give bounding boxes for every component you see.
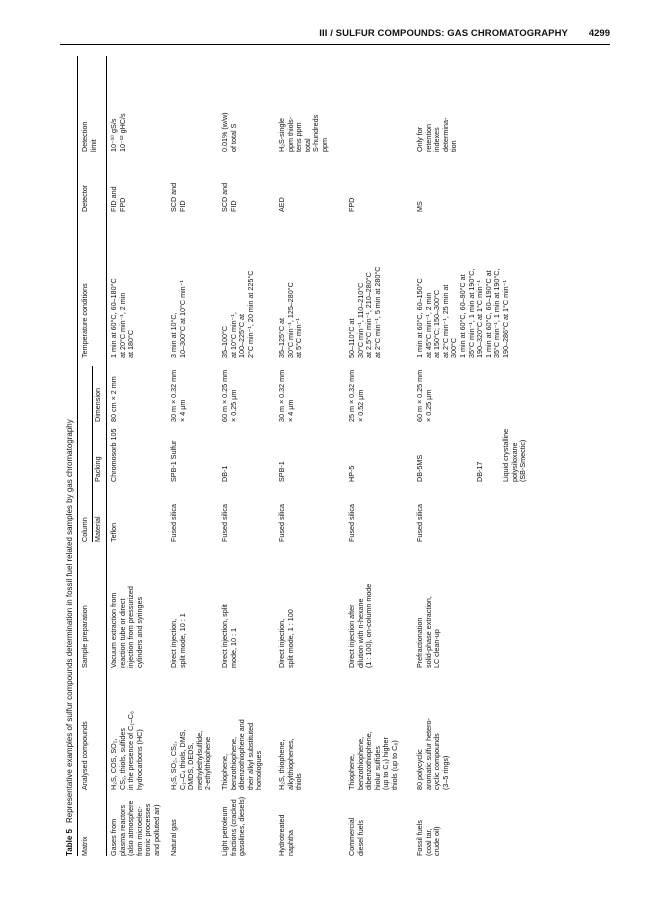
cell-sample-prep: Direct injection, split mode, 10 : 1 bbox=[220, 604, 238, 668]
cell-temperature: 50–110°C at 30°C min⁻¹, 110–210°C at 2.5°C min⁻¹, 210–280°C at 2°C min⁻¹, 5 min at 280°C bbox=[347, 266, 382, 358]
running-head: III / SULFUR COMPOUNDS: GAS CHROMATOGRAPHY bbox=[319, 28, 568, 39]
header-detector: Detector bbox=[80, 184, 89, 212]
page-number: 4299 bbox=[588, 28, 610, 39]
cell-detector: FID and FPD bbox=[109, 186, 127, 212]
cell-temperature: 3 min at 10°C, 10–300°C at 10°C min⁻¹ bbox=[169, 280, 187, 358]
cell-matrix: Natural gas bbox=[169, 819, 178, 856]
cell-packing: Chromosorb 105 bbox=[109, 428, 118, 482]
cell-material: Fused silica bbox=[220, 504, 229, 542]
header-sample-prep: Sample preparation bbox=[80, 605, 89, 668]
cell-detector: AED bbox=[277, 197, 286, 212]
cell-detector: FPD bbox=[347, 197, 356, 212]
table-caption-text: Representative examples of sulfur compounds determination in fossil fuel related samples by gas chromatography bbox=[65, 419, 74, 824]
cell-detection-limit: 0.01% (w/w) of total S bbox=[220, 112, 238, 152]
cell-sample-prep: Vacuum extraction from reaction tube or direct injection from pressurized cylinders and syringes bbox=[109, 586, 144, 668]
header-dimension: Dimension bbox=[93, 388, 102, 422]
cell-dimension: 30 m × 0.32 mm × 4 μm bbox=[169, 369, 187, 422]
header-column: Column bbox=[80, 517, 89, 542]
cell-material: Fused silica bbox=[169, 504, 178, 542]
cell-packing: HP-5 bbox=[347, 465, 356, 482]
rotated-table-block bbox=[65, 56, 613, 856]
cell-packing: DB-5MS DB-17 Liquid crystalline polysiloxane (SB-Smectic) bbox=[415, 428, 528, 482]
page-header bbox=[60, 28, 610, 45]
cell-sample-prep: Direct injection after dilution with n-hexane (1 : 100), on-column mode bbox=[347, 583, 374, 668]
cell-packing: DB-1 bbox=[220, 465, 229, 482]
cell-detector: SCD and FID bbox=[169, 182, 187, 212]
cell-matrix: Hydrotreated naphtha bbox=[277, 814, 295, 856]
cell-packing: SPB-1 Sulfur bbox=[169, 440, 178, 482]
cell-dimension: 80 cm × 2 mm bbox=[109, 376, 118, 422]
header-detection-limit: Detection limit bbox=[80, 121, 98, 152]
cell-sample-prep: Direct injection, split mode, 10 : 1 bbox=[169, 613, 187, 668]
cell-analysed: H₂S, SO₂, CS₂, C₁–C₄ thiols, DMS, DMDS, DEDS, methylethylsulfide, 2-ethylthiophene bbox=[169, 729, 213, 790]
cell-analysed: H₂S, thiophene, alkylthiophenes, thiols bbox=[277, 738, 304, 790]
cell-material: Fused silica bbox=[277, 504, 286, 542]
cell-matrix: Fossil fuels (coal tar, crude oil) bbox=[415, 820, 442, 856]
cell-temperature: 35–100°C at 10°C min⁻¹, 100–225°C at 2°C min⁻¹, 20 min at 225°C bbox=[220, 270, 255, 358]
header-analysed: Analysed compounds bbox=[80, 721, 89, 790]
cell-packing: SPB-1 bbox=[277, 461, 286, 482]
cell-temperature: 35–125°C at 30°C min⁻¹, 125–280°C at 5°C min⁻¹ bbox=[277, 282, 304, 358]
header-matrix: Matrix bbox=[80, 836, 89, 856]
cell-material: Fused silica bbox=[415, 504, 424, 542]
table-caption bbox=[65, 56, 74, 856]
cell-detection-limit: 10⁻¹⁰ gS/s 10⁻¹² gHC/s bbox=[109, 113, 127, 152]
cell-detection-limit: Only for retention indexes determina- tion bbox=[415, 117, 459, 152]
header-material: Material bbox=[93, 516, 102, 542]
table-label: Table 5 bbox=[65, 829, 74, 856]
top-rule bbox=[77, 56, 78, 856]
cell-analysed: H₂S, COS, SO₂, CS₂, thiols, sulfides in the presence of C₁–C₆ hydrocarbons (HC) bbox=[109, 711, 144, 790]
cell-analysed: 80 polycyclic aromatic sulfur hetero- cyclic compounds (3–5 rings) bbox=[415, 718, 450, 790]
cell-dimension: 30 m × 0.32 mm × 4 μm bbox=[277, 369, 295, 422]
header-packing: Packing bbox=[93, 456, 102, 482]
cell-sample-prep: Prefractionation solid-phase extraction, LC clean-up bbox=[415, 596, 442, 668]
cell-analysed: Thiophene, benzothiophene, dibenzothiophene, hiolur sulfides (up to C₃) higher thiols (up to C₈) bbox=[347, 731, 399, 790]
cell-detector: MS bbox=[415, 201, 424, 212]
cell-matrix: Commercial diesel fuels bbox=[347, 817, 365, 856]
cell-temperature: 1 min at 60°C, 60–150°C at 45°C min⁻¹, 2 min at 150°C; 150–300°C at 2°C min⁻¹, 25 min at 300°C 1 min at 60°C, 60–90°C at 35°C min⁻¹, 1 min at 190°C, 190–320°C at 1°C min⁻¹ 1 min at 60°C, 60–190°C at 35°C min⁻¹, 1 min at 190°C, 190–286°C at 1°C min⁻¹ bbox=[415, 268, 510, 358]
cell-material: Fused silica bbox=[347, 504, 356, 542]
cell-matrix: Gases from plasma reactors (also atmosphere from microelec- tronic processes and polluted air) bbox=[109, 800, 161, 856]
cell-sample-prep: Direct injection, split mode, 1 : 100 bbox=[277, 609, 295, 668]
cell-detector: SCD and FID bbox=[220, 182, 238, 212]
cell-material: Teflon bbox=[109, 522, 118, 542]
cell-dimension: 60 m × 0.25 mm × 0.25 μm bbox=[220, 369, 238, 422]
cell-matrix: Light petroleum fractions (cracked gasolines, diesels) bbox=[220, 796, 247, 856]
cell-temperature: 1 min at 60°C, 60–180°C at 20°C min⁻¹, 2 min at 180°C bbox=[109, 278, 136, 358]
cell-detection-limit: H₂S-single ppm thiols- tens ppm total S-hundreds ppm bbox=[277, 114, 329, 152]
header-temperature: Temperature conditions bbox=[80, 283, 89, 358]
header-rule bbox=[106, 56, 107, 856]
cell-analysed: Thiophene, benzothiophene, dibenzothiophene and their alkyl substituted homologues bbox=[220, 719, 264, 790]
cell-dimension: 25 m × 0.32 mm × 0.52 μm bbox=[347, 369, 365, 422]
cell-dimension: 60 m × 0.25 mm × 0.25 μm bbox=[415, 369, 433, 422]
